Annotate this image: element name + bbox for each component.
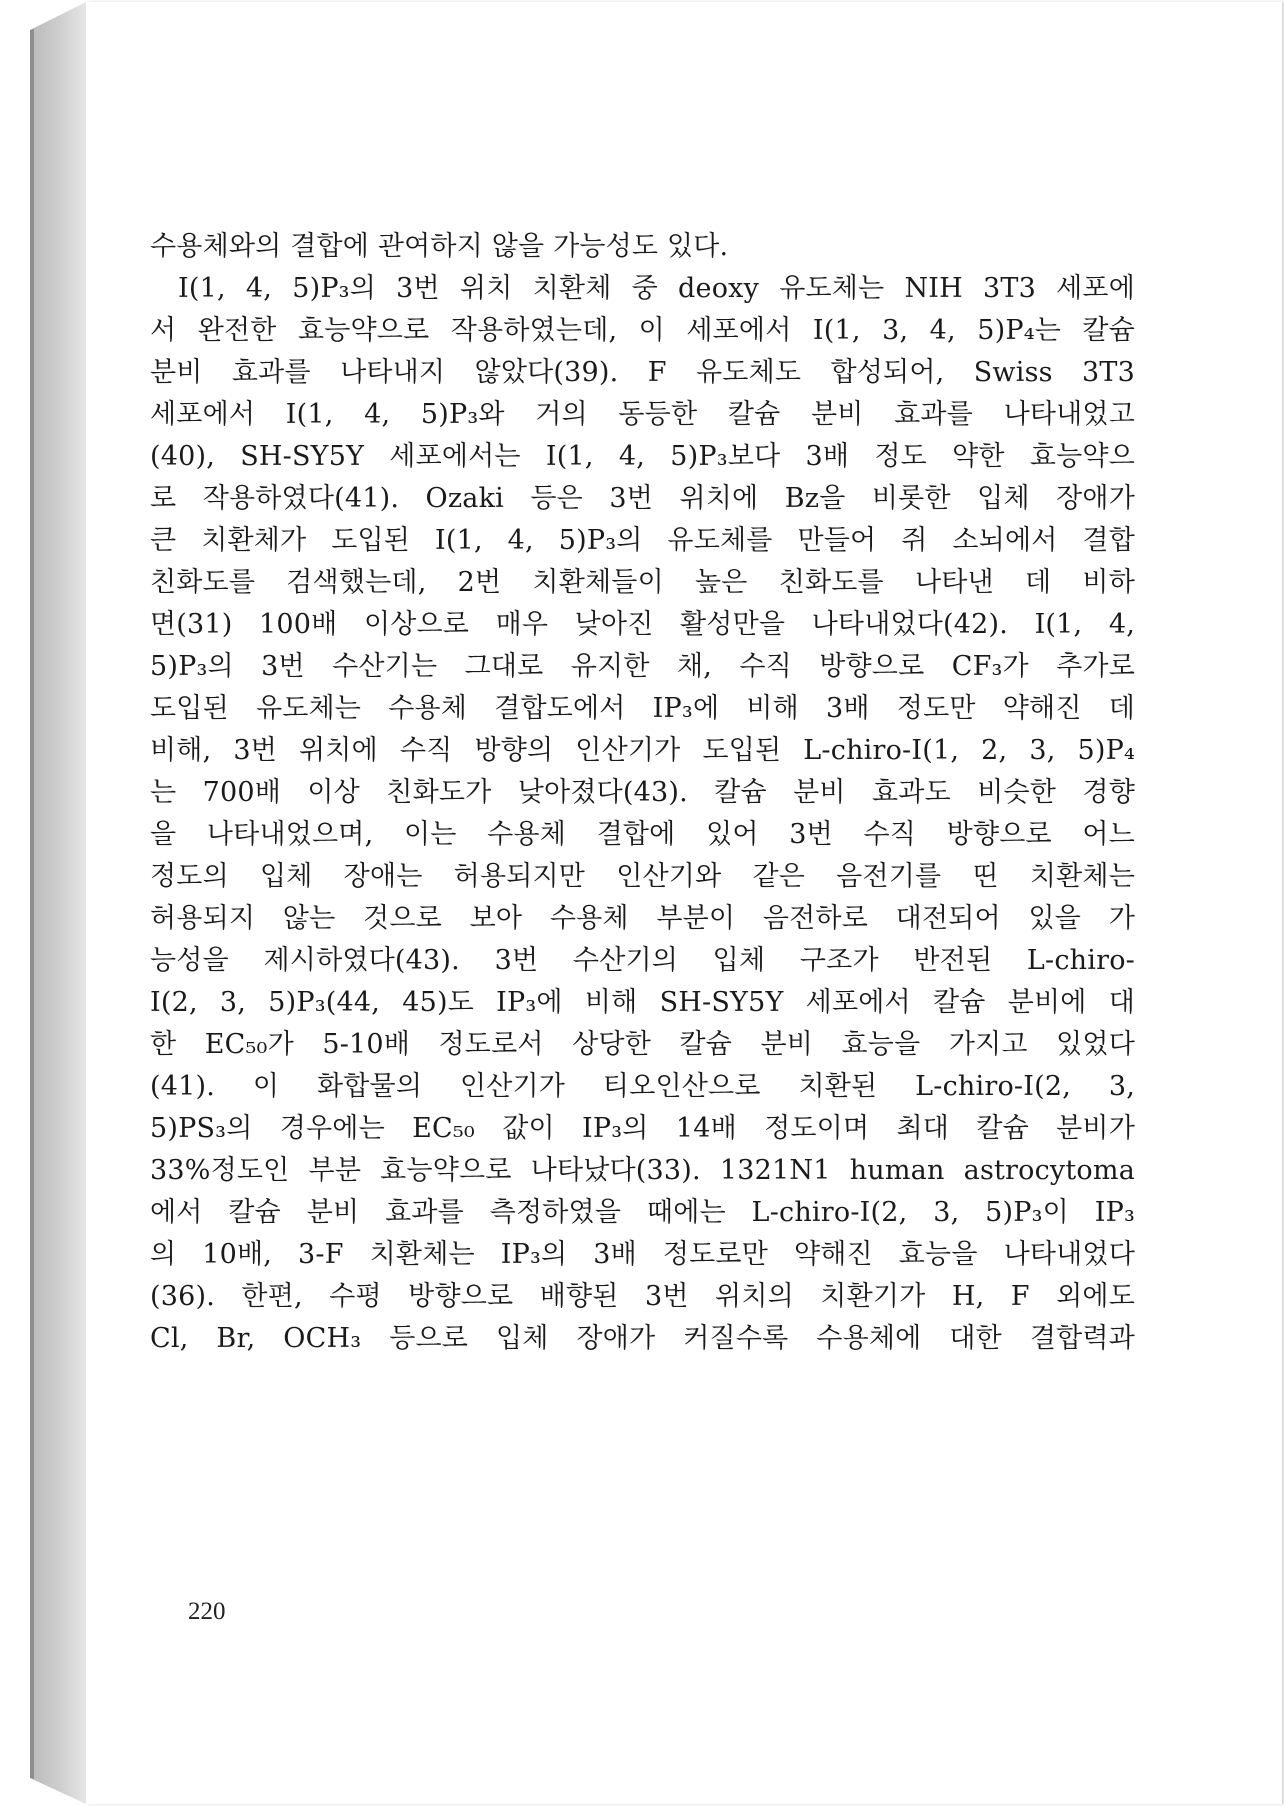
text-line: (41). 이 화합물의 인산기가 티오인산으로 치환된 L-chiro-I(2, 3, <box>150 1071 1135 1102</box>
text-line: 능성을 제시하였다(43). 3번 수산기의 입체 구조가 반전된 L-chiro- <box>150 945 1135 976</box>
text-line: 허용되지 않는 것으로 보아 수용체 부분이 음전하로 대전되어 있을 가 <box>150 903 1135 934</box>
page-number: 220 <box>188 1598 226 1625</box>
text-line: 큰 치환체가 도입된 I(1, 4, 5)P₃의 유도체를 만들어 쥐 소뇌에서 결합 <box>150 525 1135 556</box>
text-line: (40), SH-SY5Y 세포에서는 I(1, 4, 5)P₃보다 3배 정도 약한 효능약으 <box>150 441 1135 472</box>
text-line: 5)PS₃의 경우에는 EC₅₀ 값이 IP₃의 14배 정도이며 최대 칼슘 분비가 <box>150 1113 1135 1144</box>
text-line: 도입된 유도체는 수용체 결합도에서 IP₃에 비해 3배 정도만 약해진 데 <box>150 693 1135 724</box>
text-line: 5)P₃의 3번 수산기는 그대로 유지한 채, 수직 방향으로 CF₃가 추가로 <box>150 651 1135 682</box>
text-line: Cl, Br, OCH₃ 등으로 입체 장애가 커질수록 수용체에 대한 결합력과 <box>150 1323 1135 1354</box>
text-line: 서 완전한 효능약으로 작용하였는데, 이 세포에서 I(1, 3, 4, 5)P₄는 칼슘 <box>150 315 1135 346</box>
text-line: 비해, 3번 위치에 수직 방향의 인산기가 도입된 L-chiro-I(1, 2, 3, 5)P₄ <box>150 735 1135 766</box>
text-line: 면(31) 100배 이상으로 매우 낮아진 활성만을 나타내었다(42). I(1, 4, <box>150 609 1135 640</box>
text-line: 에서 칼슘 분비 효과를 측정하였을 때에는 L-chiro-I(2, 3, 5)P₃이 IP₃ <box>150 1197 1135 1228</box>
text-line: 을 나타내었으며, 이는 수용체 결합에 있어 3번 수직 방향으로 어느 <box>150 819 1135 850</box>
text-line: 한 EC₅₀가 5-10배 정도로서 상당한 칼슘 분비 효능을 가지고 있었다 <box>150 1029 1135 1060</box>
text-line: (36). 한편, 수평 방향으로 배향된 3번 위치의 치환기가 H, F 외에도 <box>150 1281 1135 1312</box>
book-spine <box>30 2 86 1804</box>
text-line: 세포에서 I(1, 4, 5)P₃와 거의 동등한 칼슘 분비 효과를 나타내었고 <box>150 399 1135 430</box>
text-line: 는 700배 이상 친화도가 낮아졌다(43). 칼슘 분비 효과도 비슷한 경향 <box>150 777 1135 808</box>
text-line: 의 10배, 3-F 치환체는 IP₃의 3배 정도로만 약해진 효능을 나타내었다 <box>150 1239 1135 1270</box>
text-line: I(2, 3, 5)P₃(44, 45)도 IP₃에 비해 SH-SY5Y 세포에서 칼슘 분비에 대 <box>150 987 1135 1018</box>
text-line: 정도의 입체 장애는 허용되지만 인산기와 같은 음전기를 띤 치환체는 <box>150 861 1135 892</box>
body-text <box>150 226 1135 1360</box>
text-line: 친화도를 검색했는데, 2번 치환체들이 높은 친화도를 나타낸 데 비하 <box>150 567 1135 598</box>
text-line: 33%정도인 부분 효능약으로 나타났다(33). 1321N1 human astrocytoma <box>150 1155 1135 1186</box>
text-line: 수용체와의 결합에 관여하지 않을 가능성도 있다. <box>150 231 729 262</box>
text-line: 로 작용하였다(41). Ozaki 등은 3번 위치에 Bz을 비롯한 입체 장애가 <box>150 483 1135 514</box>
text-line: 분비 효과를 나타내지 않았다(39). F 유도체도 합성되어, Swiss 3T3 <box>150 357 1135 388</box>
text-line: I(1, 4, 5)P₃의 3번 위치 치환체 중 deoxy 유도체는 NIH 3T3 세포에 <box>178 273 1135 304</box>
